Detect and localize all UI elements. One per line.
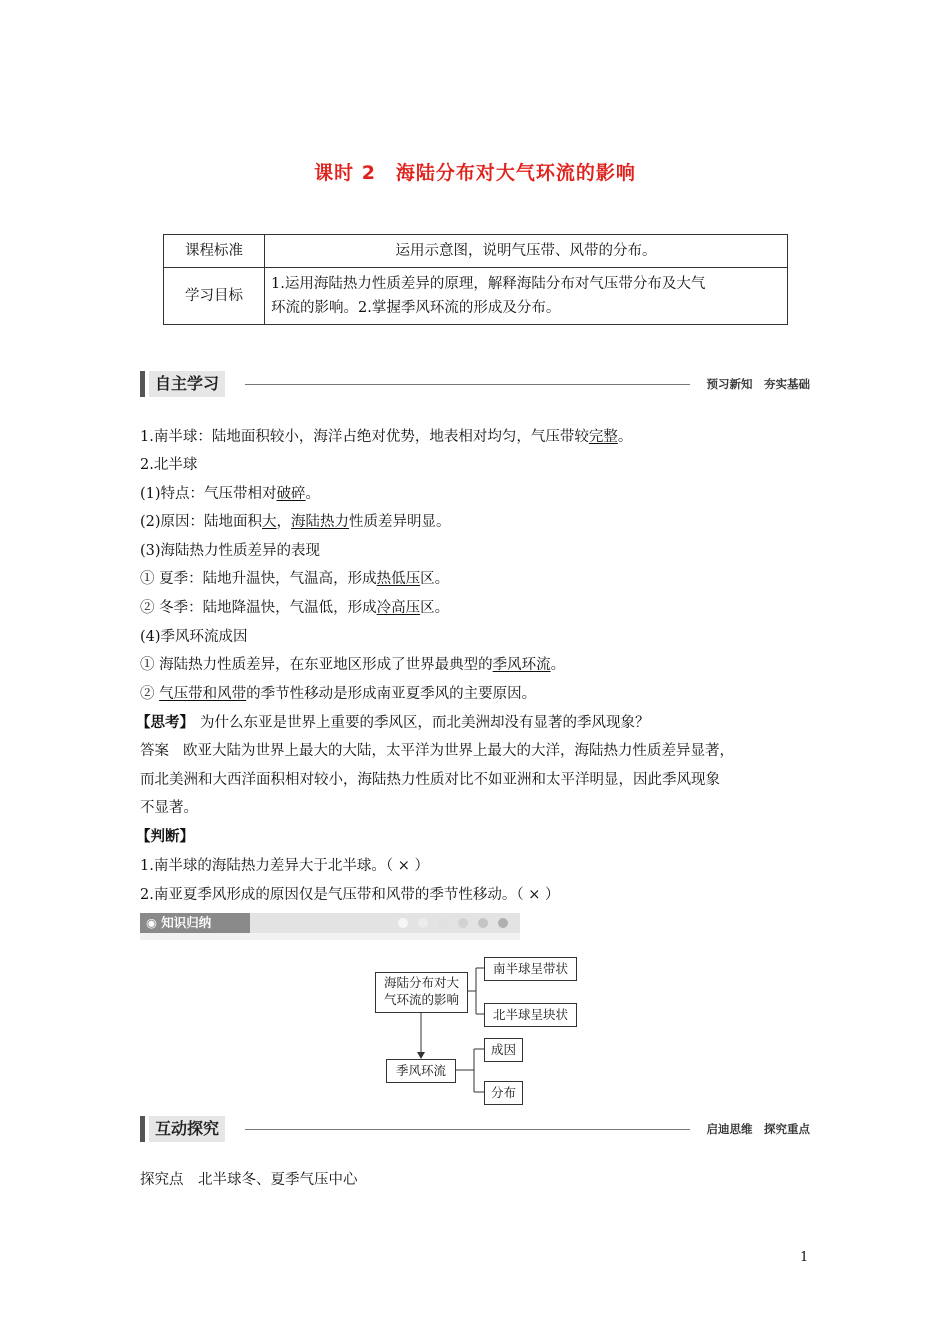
- text-line: 1.南半球：陆地面积较小，海洋占绝对优势，地表相对均匀，气压带较完整。: [140, 429, 633, 445]
- diagram-node-distribution: 分布: [484, 1081, 523, 1105]
- table-cell: 运用示意图，说明气压带、风带的分布。: [265, 235, 788, 268]
- judge-item: 2.南亚夏季风形成的原因仅是气压带和风带的季节性移动。（ × ）: [140, 887, 560, 903]
- text-line: ① 夏季：陆地升温快，气温高，形成热低压区。: [140, 571, 450, 587]
- text-line: (1)特点：气压带相对破碎。: [140, 486, 321, 502]
- text-line: ② 冬季：陆地降温快，气温低，形成冷高压区。: [140, 600, 450, 616]
- table-header-cell: 学习目标: [164, 268, 265, 325]
- judge-item: 1.南半球的海陆热力差异大于北半球。（ × ）: [140, 858, 429, 874]
- section-marker: [140, 1116, 145, 1142]
- goal-line-2: 环流的影响。2.掌握季风环流的形成及分布。: [271, 300, 561, 316]
- text-line: (4)季风环流成因: [140, 629, 248, 645]
- diagram-node-south: 南半球呈带状: [484, 957, 577, 981]
- diagram-node-cause: 成因: [484, 1038, 523, 1062]
- section-label: 自主学习: [149, 371, 225, 397]
- explore-point: 探究点 北半球冬、夏季气压中心: [140, 1172, 358, 1188]
- think-question: 【思考】 为什么东亚是世界上重要的季风区，而北美洲却没有显著的季风现象？: [136, 714, 650, 731]
- text-line: ① 海陆热力性质差异，在东亚地区形成了世界最典型的季风环流。: [140, 657, 566, 673]
- table-header-cell: 课程标准: [164, 235, 265, 268]
- section-header-explore: [140, 1116, 810, 1142]
- section-tagline: 预习新知 夯实基础: [706, 377, 810, 391]
- knowledge-label: ◉ 知识归纳: [140, 913, 250, 933]
- page-title: 课时 2 海陆分布对大气环流的影响: [314, 162, 636, 184]
- answer-line: 而北美洲和大西洋面积相对较小，海陆热力性质对比不如亚洲和太平洋明显，因此季风现象: [140, 772, 720, 788]
- diagram-root-node: 海陆分布对大 气环流的影响: [375, 972, 468, 1013]
- section-divider: [245, 1129, 690, 1130]
- goal-line-1: 1.运用海陆热力性质差异的原理，解释海陆分布对气压带分布及大气: [271, 276, 706, 292]
- section-tagline: 启迪思维 探究重点: [706, 1122, 810, 1136]
- diagram-node-north: 北半球呈块状: [484, 1003, 577, 1027]
- answer-line: 答案 欧亚大陆为世界上最大的大陆，太平洋为世界上最大的大洋，海陆热力性质差异显著，: [140, 743, 734, 759]
- text-line: (3)海陆热力性质差异的表现: [140, 543, 321, 559]
- section-label: 互动探究: [149, 1116, 225, 1142]
- text-line: (2)原因：陆地面积大，海陆热力性质差异明显。: [140, 514, 451, 530]
- judge-tag: 【判断】: [136, 828, 194, 845]
- answer-line: 不显著。: [140, 800, 198, 816]
- text-line: 2.北半球: [140, 457, 198, 473]
- text-line: ② 气压带和风带的季节性移动是形成南亚夏季风的主要原因。: [140, 686, 537, 702]
- page-number: 1: [800, 1250, 809, 1265]
- diagram-node-monsoon: 季风环流: [386, 1059, 456, 1083]
